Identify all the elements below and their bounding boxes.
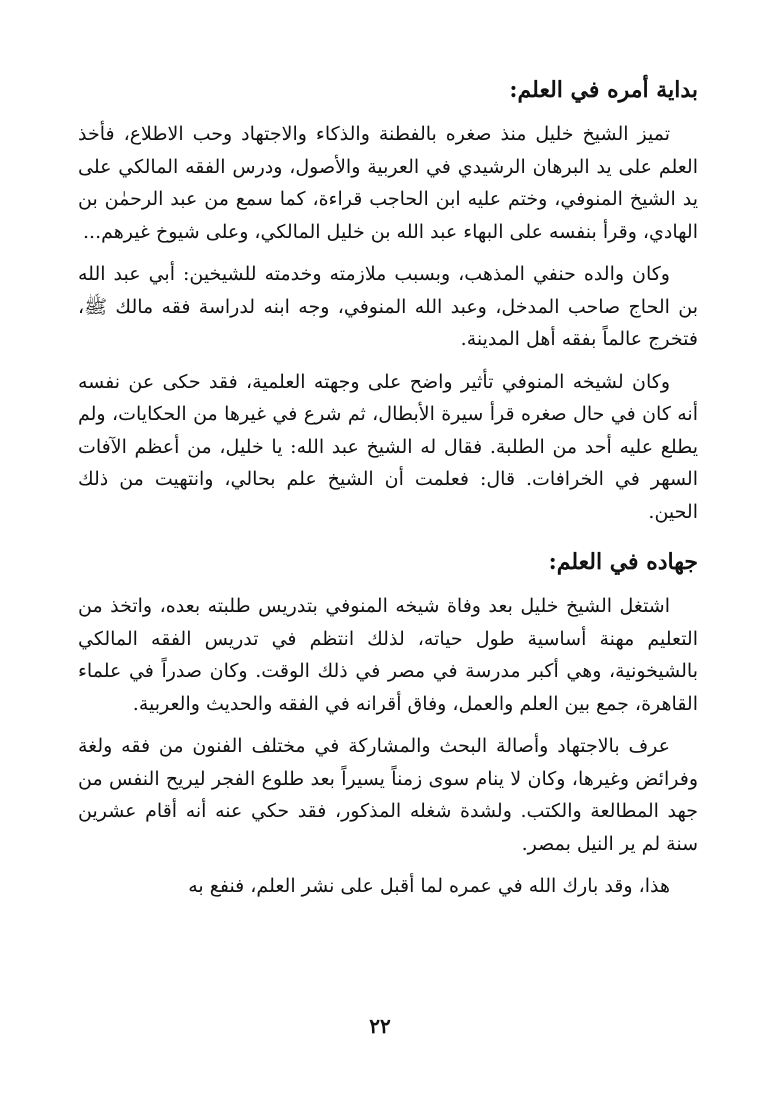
paragraph-gap (78, 860, 698, 870)
page-number: ٢٢ (369, 1014, 391, 1038)
paragraph-early-education: تميز الشيخ خليل منذ صغره بالفطنة والذكاء والاجتهاد وحب الاطلاع، فأخذ العلم على يد البرهان الرشيدي في العربية والأصول، ودرس الفقه المالكي على يد الشيخ المنوفي، وختم عليه ابن الحاجب قراءة، كما سمع من عبد الرحمٰن بن الهادي، وقرأ بنفسه على البهاء عبد الله بن خليل المالكي، وعلى شيوخ غيرهم... (78, 123, 698, 243)
paragraph-teaching-career: اشتغل الشيخ خليل بعد وفاة شيخه المنوفي بتدريس طلبته بعده، واتخذ من التعليم مهنة أساسية طول حياته، لذلك انتظم في تدريس الفقه المالكي بالشيخونية، وهي أكبر مدرسة في مصر في ذلك الوقت. وكان صدراً في علماء القاهرة، جمع بين العلم والعمل، وفاق أقرانه في الفقه والحديث والعربية. (78, 595, 698, 715)
paragraph-gap (78, 356, 698, 366)
paragraph-father-and-teachers: وكان والده حنفي المذهب، وبسبب ملازمته وخدمته للشيخين: أبي عبد الله بن الحاج صاحب المدخل، وعبد الله المنوفي، وجه ابنه لدراسة فقه مالك ﷺ، فتخرج عالماً بفقه أهل المدينة. (78, 263, 698, 350)
section-heading-scholarly-effort: جهاده في العلم: (548, 549, 698, 575)
paragraph-teacher-influence: وكان لشيخه المنوفي تأثير واضح على وجهته العلمية، فقد حكى عن نفسه أنه كان في حال صغره قرأ سيرة الأبطال، ثم شرع في غيرها من الحكايات، ولم يطلع عليه أحد من الطلبة. فقال له الشيخ عبد الله: يا خليل، من أعظم الآفات السهر في الخرافات. قال: فعلمت أن الشيخ علم بحالي، وانتهيت من ذلك الحين. (78, 370, 698, 523)
page-content (78, 74, 698, 903)
section-heading-beginnings: بداية أمره في العلم: (509, 77, 698, 103)
paragraph-dedication: عرف بالاجتهاد وأصالة البحث والمشاركة في مختلف الفنون من فقه ولغة وفرائض وغيرها، وكان لا ينام سوى زمناً يسيراً بعد طلوع الفجر ليريح النفس من جهد المطالعة والكتب. ولشدة شغله المذكور، فقد حكي عنه أنه أقام عشرين سنة لم ير النيل بمصر. (78, 735, 698, 855)
paragraph-gap (78, 248, 698, 258)
paragraph-gap (78, 720, 698, 730)
section-gap (78, 528, 698, 546)
paragraph-blessing: هذا، وقد بارك الله في عمره لما أقبل على نشر العلم، فنفع به (188, 875, 670, 897)
